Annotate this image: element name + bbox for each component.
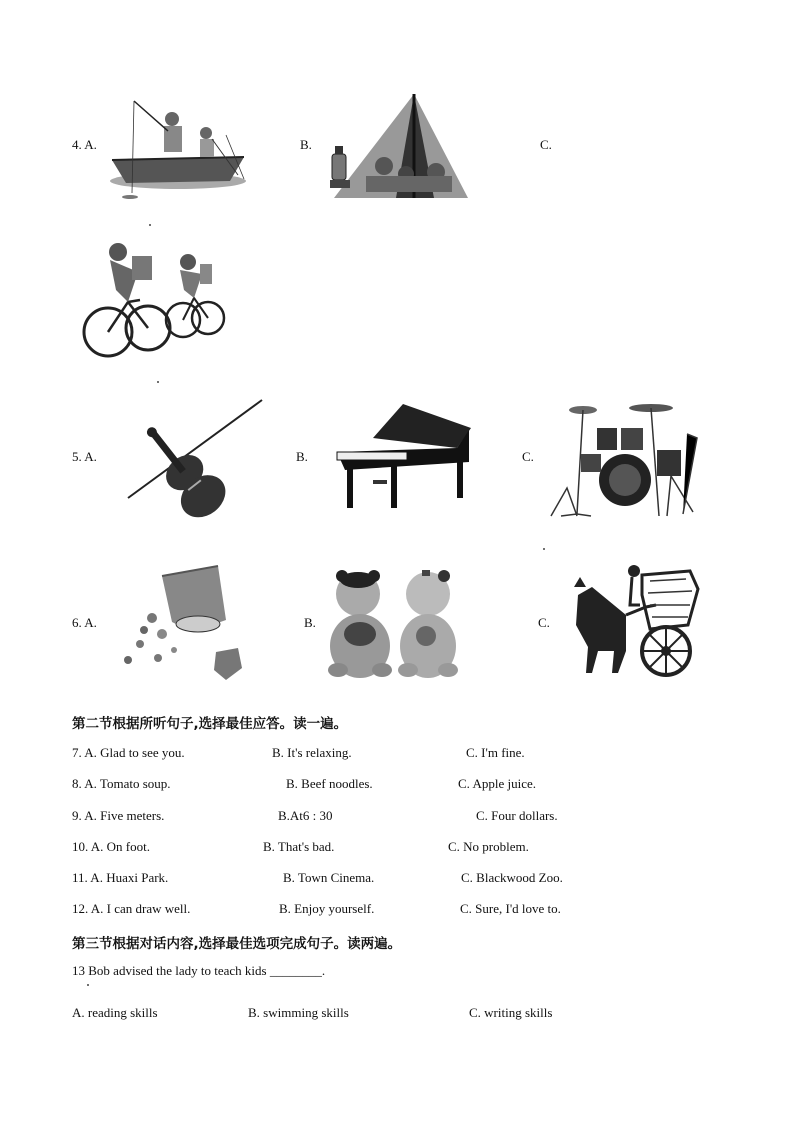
cycling-icon [80,238,215,363]
q6-option-b-label: B. [304,615,316,630]
fishing-boat-icon [108,95,248,205]
section-2-heading: 第二节根据所听句子,选择最佳应答。读一遍。 [72,716,348,732]
sky-lantern-icon [122,560,252,686]
q6-option-c-label: C. [538,615,550,630]
q7-option-c: C. I'm fine. [466,745,525,760]
q7-option-a: 7. A. Glad to see you. [72,745,185,760]
q12-option-c: C. Sure, I'd love to. [460,901,561,916]
q4-option-b-label: B. [300,137,312,152]
paper-cut-ox-cart-icon [570,565,702,683]
q12-option-b: B. Enjoy yourself. [279,901,375,916]
q9-option-c: C. Four dollars. [476,808,558,823]
section-3-heading: 第三节根据对话内容,选择最佳选项完成句子。读两遍。 [72,936,402,952]
q11-option-b: B. Town Cinema. [283,870,375,885]
q4-label: 4. A. [72,137,97,152]
q7-option-b: B. It's relaxing. [272,745,352,760]
q13-question: 13 Bob advised the lady to teach kids ________. [72,963,326,978]
piano-icon [333,402,473,510]
q5-label: 5. A. [72,449,97,464]
q13-option-a: A. reading skills [72,1005,158,1020]
q10-option-c: C. No problem. [448,839,529,854]
q8-option-b: B. Beef noodles. [286,776,373,791]
q10-option-a: 10. A. On foot. [72,839,150,854]
camping-tent-icon [326,92,471,204]
q9-option-b: B.At6 : 30 [278,808,333,823]
q8-option-a: 8. A. Tomato soup. [72,776,171,791]
violin-icon [124,398,264,520]
q13-option-b: B. swimming skills [248,1005,349,1020]
q5-option-c-label: C. [522,449,534,464]
q9-option-a: 9. A. Five meters. [72,808,165,823]
q13-option-c: C. writing skills [469,1005,553,1020]
drum-kit-icon [547,398,699,518]
q6-label: 6. A. [72,615,97,630]
q12-option-a: 12. A. I can draw well. [72,901,191,916]
clay-dolls-icon [326,560,464,680]
q11-option-a: 11. A. Huaxi Park. [72,870,169,885]
q4-option-c-label: C. [540,137,552,152]
q5-option-b-label: B. [296,449,308,464]
q8-option-c: C. Apple juice. [458,776,536,791]
q10-option-b: B. That's bad. [263,839,335,854]
q11-option-c: C. Blackwood Zoo. [461,870,563,885]
